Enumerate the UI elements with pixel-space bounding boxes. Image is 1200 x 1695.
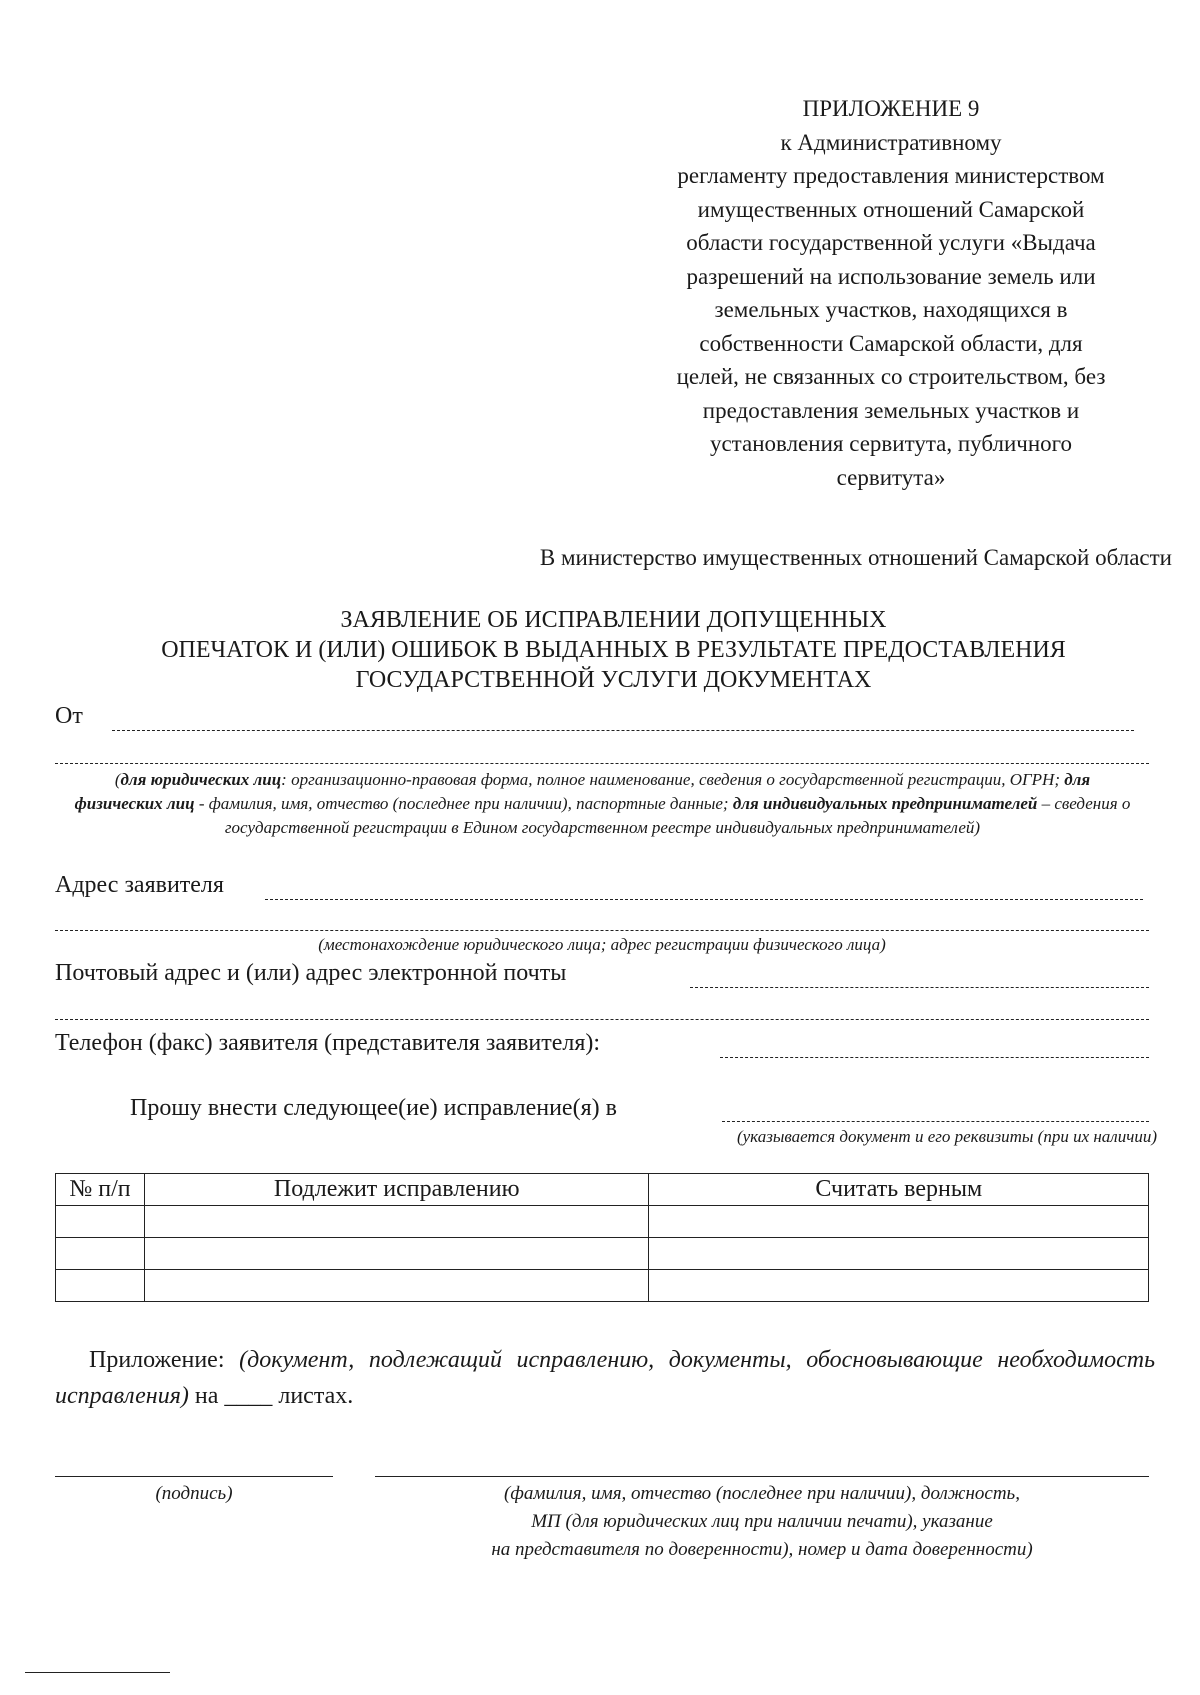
appendix-line: регламенту предоставления министерством bbox=[677, 163, 1105, 188]
from-note bbox=[70, 768, 1135, 840]
applicant-address-note: (местонахождение юридического лица; адрес регистрации физического лица) bbox=[318, 935, 886, 954]
attachment-label: Приложение: bbox=[89, 1347, 225, 1373]
postal-field[interactable] bbox=[690, 987, 1149, 988]
table-row bbox=[56, 1270, 1149, 1302]
appendix-line: имущественных отношений Самарской bbox=[697, 196, 1085, 222]
signature-caption: (подпись) bbox=[155, 1483, 233, 1504]
name-caption-line: на представителя по доверенности), номер и дата доверенности) bbox=[491, 1539, 1033, 1560]
applicant-address-field[interactable] bbox=[265, 899, 1143, 900]
request-field[interactable] bbox=[722, 1121, 1149, 1122]
corrections-table bbox=[55, 1173, 1149, 1302]
appendix-line: к Административному bbox=[780, 129, 1002, 155]
attachment-on: на bbox=[194, 1383, 219, 1409]
appendix-line: земельных участков, находящихся в bbox=[714, 297, 1068, 322]
phone-label: Телефон (факс) заявителя (представителя заявителя): bbox=[55, 1030, 601, 1056]
table-cell[interactable] bbox=[56, 1238, 145, 1270]
table-cell[interactable] bbox=[649, 1206, 1149, 1238]
title-line-1: ЗАЯВЛЕНИЕ ОБ ИСПРАВЛЕНИИ ДОПУЩЕННЫХ bbox=[340, 607, 887, 633]
note-legal-entities: для юридических лиц bbox=[120, 770, 282, 789]
table-cell[interactable] bbox=[144, 1206, 649, 1238]
name-line[interactable] bbox=[375, 1476, 1149, 1477]
request-label: Прошу внести следующее(ие) исправление(я) в bbox=[130, 1095, 617, 1121]
name-caption-line: (фамилия, имя, отчество (последнее при наличии), должность, bbox=[504, 1483, 1020, 1504]
col-number-header: № п/п bbox=[56, 1174, 145, 1206]
table-cell[interactable] bbox=[56, 1270, 145, 1302]
addressee: В министерство имущественных отношений Самарской области bbox=[539, 545, 1172, 570]
postal-label: Почтовый адрес и (или) адрес электронной почты bbox=[55, 960, 567, 986]
attachment-paragraph bbox=[55, 1342, 1155, 1414]
note-text: : организационно-правовая форма, полное наименование, сведения о государственной регистрации, ОГРН; bbox=[281, 770, 1065, 789]
table-cell[interactable] bbox=[56, 1206, 145, 1238]
name-caption bbox=[375, 1480, 1149, 1564]
appendix-line: разрешений на использование земель или bbox=[686, 263, 1096, 289]
col-correct-header: Считать верным bbox=[649, 1174, 1149, 1206]
attachment-sheets-blank[interactable]: ____ bbox=[224, 1383, 273, 1409]
appendix-line: собственности Самарской области, для bbox=[699, 330, 1083, 356]
name-caption-line: МП (для юридических лиц при наличии печати), указание bbox=[531, 1511, 993, 1532]
applicant-address-label: Адрес заявителя bbox=[55, 872, 224, 898]
appendix-line: целей, не связанных со строительством, без bbox=[676, 364, 1106, 389]
appendix-line: установления сервитута, публичного bbox=[709, 431, 1073, 456]
table-cell[interactable] bbox=[144, 1270, 649, 1302]
table-cell[interactable] bbox=[649, 1270, 1149, 1302]
attachment-sheets-label: листах. bbox=[278, 1383, 354, 1409]
footnote-separator bbox=[25, 1672, 170, 1673]
from-label: От bbox=[55, 703, 83, 729]
title-line-3: ГОСУДАРСТВЕННОЙ УСЛУГИ ДОКУМЕНТАХ bbox=[355, 667, 872, 693]
table-row bbox=[56, 1238, 1149, 1270]
from-field[interactable] bbox=[112, 730, 1134, 731]
appendix-line: ПРИЛОЖЕНИЕ 9 bbox=[802, 96, 980, 121]
appendix-line: сервитута» bbox=[836, 464, 946, 490]
table-cell[interactable] bbox=[649, 1238, 1149, 1270]
phone-field[interactable] bbox=[720, 1057, 1149, 1058]
attachment-description: (документ, подлежащий исправлению, документы, обосновывающие необходимость исправления) bbox=[55, 1347, 1156, 1409]
title-line-2: ОПЕЧАТОК И (ИЛИ) ОШИБОК В ВЫДАННЫХ В РЕЗУЛЬТАТЕ ПРЕДОСТАВЛЕНИЯ bbox=[161, 637, 1066, 663]
note-text: – сведения о государственной регистрации в Едином государственном реестре индивидуальных предпринимателей) bbox=[224, 794, 1131, 837]
note-text: - фамилия, имя, отчество (последнее при наличии), паспортные данные; bbox=[194, 794, 733, 813]
table-header-row bbox=[56, 1174, 1149, 1206]
appendix-line: предоставления земельных участков и bbox=[702, 397, 1080, 423]
document-title bbox=[55, 605, 1172, 695]
table-row bbox=[56, 1206, 1149, 1238]
note-individuals: для физических лиц bbox=[74, 770, 1091, 813]
appendix-header bbox=[610, 92, 1172, 494]
appendix-line: области государственной услуги «Выдача bbox=[686, 230, 1096, 255]
from-field-line-2[interactable] bbox=[55, 763, 1149, 764]
request-note: (указывается документ и его реквизиты (при их наличии) bbox=[736, 1127, 1157, 1146]
signature-line[interactable] bbox=[55, 1476, 333, 1477]
applicant-address-field-line-2[interactable] bbox=[55, 930, 1149, 931]
note-entrepreneurs: для индивидуальных предпринимателей bbox=[732, 794, 1038, 813]
table-cell[interactable] bbox=[144, 1238, 649, 1270]
note-paren: ( bbox=[114, 770, 121, 789]
col-to-correct-header: Подлежит исправлению bbox=[144, 1174, 649, 1206]
postal-field-line-2[interactable] bbox=[55, 1019, 1149, 1020]
